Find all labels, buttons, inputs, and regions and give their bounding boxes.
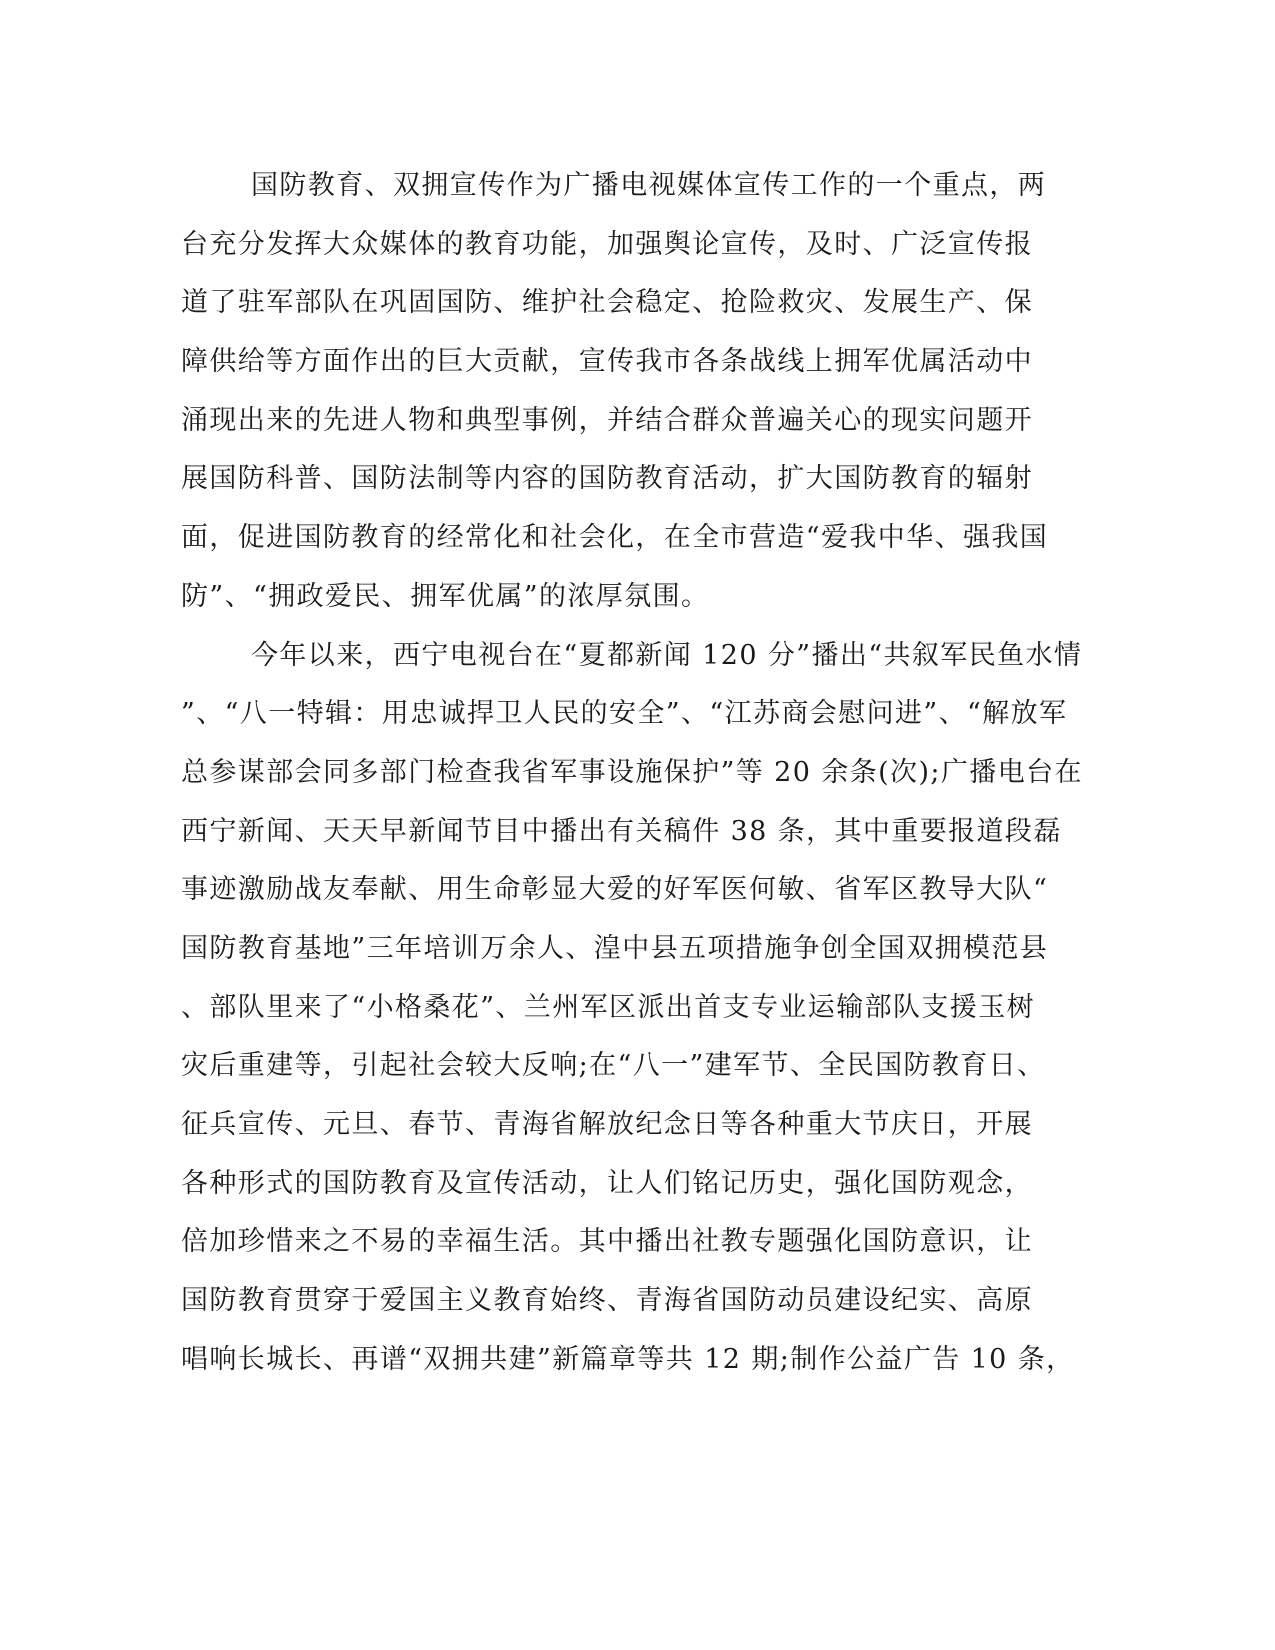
paragraph-2-line-7: 、部队里来了“小格桑花”、兰州军区派出首支专业运输部队支援玉树 — [181, 991, 1036, 1023]
paragraph-1-line-4: 障供给等方面作出的巨大贡献，宣传我市各条战线上拥军优属活动中 — [181, 346, 1033, 378]
paragraph-1-line-3: 道了驻军部队在巩固国防、维护社会稳定、抢险救灾、发展生产、保 — [181, 287, 1033, 319]
paragraph-2-line-4: 西宁新闻、天天早新闻节目中播出有关稿件 38 条，其中重要报道段磊 — [181, 815, 1062, 847]
paragraph-2-line-3: 总参谋部会同多部门检查我省军事设施保护”等 20 余条(次);广播电台在 — [181, 756, 1083, 788]
paragraph-2-line-8: 灾后重建等，引起社会较大反响;在“八一”建军节、全民国防教育日、 — [181, 1050, 1046, 1082]
paragraph-2-line-1: 今年以来，西宁电视台在“夏都新闻 120 分”播出“共叙军民鱼水情 — [251, 639, 1083, 671]
paragraph-2-line-13: 唱响长城长、再谱“双拥共建”新篇章等共 12 期;制作公益广告 10 条， — [181, 1343, 1075, 1375]
paragraph-1-line-8: 防”、“拥政爱民、拥军优属”的浓厚氛围。 — [181, 580, 710, 612]
paragraph-2-line-2: ”、“八一特辑：用忠诚捍卫人民的安全”、“江苏商会慰问进”、“解放军 — [181, 698, 1068, 730]
paragraph-1-line-2: 台充分发挥大众媒体的教育功能，加强舆论宣传，及时、广泛宣传报 — [181, 228, 1033, 260]
paragraph-2-line-11: 倍加珍惜来之不易的幸福生活。其中播出社教专题强化国防意识，让 — [181, 1226, 1033, 1258]
paragraph-2-line-6: 国防教育基地”三年培训万余人、湟中县五项措施争创全国双拥模范县 — [181, 932, 1049, 964]
paragraph-2-line-9: 征兵宣传、元旦、春节、青海省解放纪念日等各种重大节庆日，开展 — [181, 1109, 1033, 1140]
paragraph-1-line-7: 面，促进国防教育的经常化和社会化，在全市营造“爱我中华、强我国 — [181, 522, 1049, 554]
body-text — [181, 157, 1083, 1389]
paragraph-2-line-12: 国防教育贯穿于爱国主义教育始终、青海省国防动员建设纪实、高原 — [181, 1285, 1033, 1317]
paragraph-2-line-5: 事迹激励战友奉献、用生命彰显大爱的好军医何敏、省军区教导大队“ — [181, 874, 1049, 906]
paragraph-1-line-1: 国防教育、双拥宣传作为广播电视媒体宣传工作的一个重点，两 — [251, 170, 1047, 201]
paragraph-1-line-6: 展国防科普、国防法制等内容的国防教育活动，扩大国防教育的辐射 — [181, 463, 1033, 495]
paragraph-2-line-10: 各种形式的国防教育及宣传活动，让人们铭记历史，强化国防观念， — [181, 1167, 1033, 1199]
paragraph-1-line-5: 涌现出来的先进人物和典型事例，并结合群众普遍关心的现实问题开 — [181, 404, 1033, 436]
